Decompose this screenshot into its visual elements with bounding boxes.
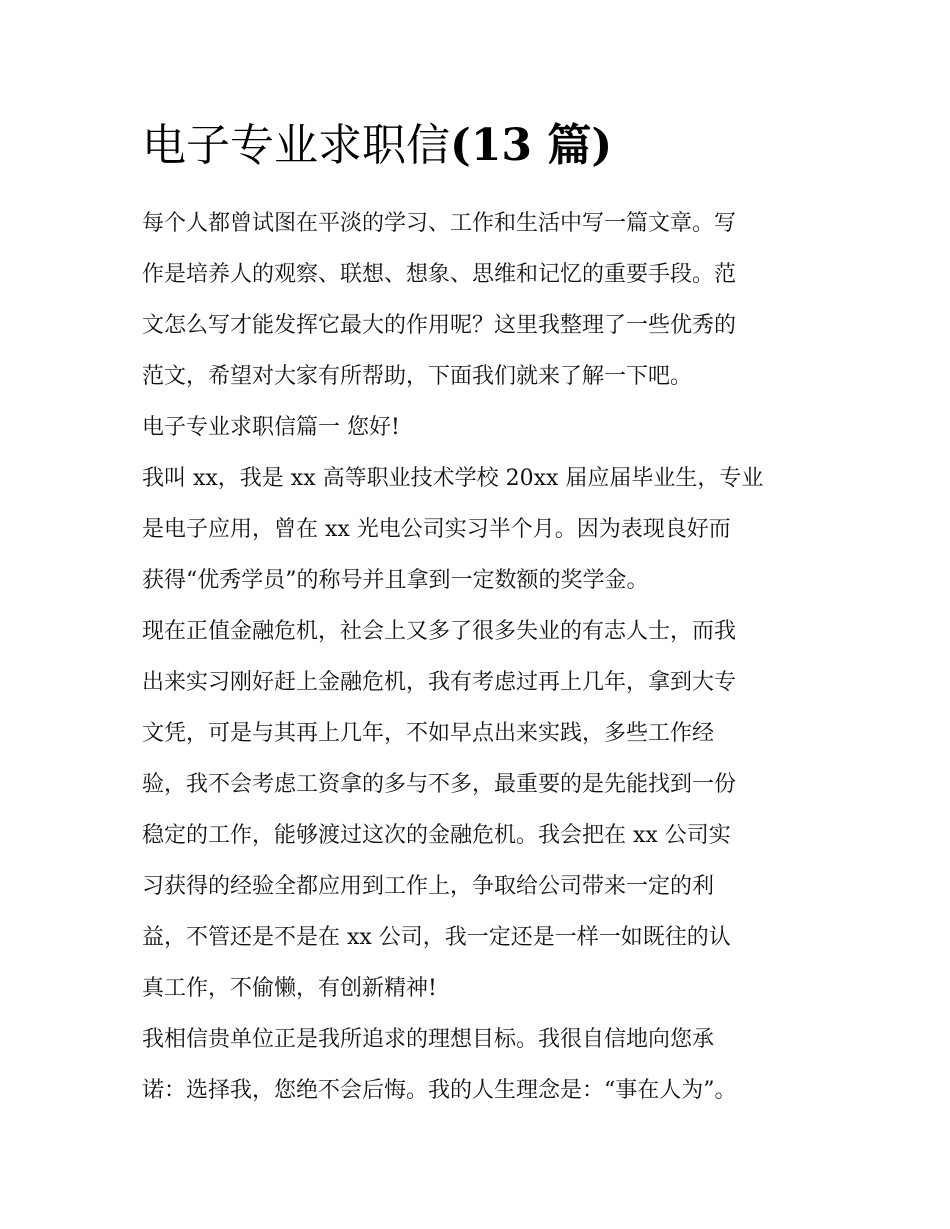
text-line: 文凭，可是与其再上几年，不如早点出来实践，多些工作经: [142, 721, 715, 746]
text-line: 益，不管还是不是在 xx 公司，我一定还是一样一如既往的认: [142, 925, 731, 950]
text-line: 我叫 xx，我是 xx 高等职业技术学校 20xx 届应届毕业生，专业: [142, 466, 764, 491]
document-body: [142, 198, 822, 1116]
text-line: 范文，希望对大家有所帮助，下面我们就来了解一下吧。: [142, 364, 693, 389]
document-title: [142, 116, 612, 176]
text-line: 文怎么写才能发挥它最大的作用呢？这里我整理了一些优秀的: [142, 313, 737, 338]
text-line: 真工作，不偷懒，有创新精神!: [142, 976, 437, 1001]
title-main: 电子专业求职信: [142, 120, 450, 171]
text-line: 出来实习刚好赶上金融危机，我有考虑过再上几年，拿到大专: [142, 670, 737, 695]
text-line: 每个人都曾试图在平淡的学习、工作和生活中写一篇文章。写: [142, 211, 737, 236]
text-line: 验，我不会考虑工资拿的多与不多，最重要的是先能找到一份: [142, 772, 737, 797]
text-line: 习获得的经验全都应用到工作上，争取给公司带来一定的利: [142, 874, 715, 899]
text-line: 我相信贵单位正是我所追求的理想目标。我很自信地向您承: [142, 1027, 715, 1052]
title-suffix: (13 篇): [450, 120, 613, 171]
text-line: 稳定的工作，能够渡过这次的金融危机。我会把在 xx 公司实: [142, 823, 731, 848]
text-line: 作是培养人的观察、联想、想象、思维和记忆的重要手段。范: [142, 262, 737, 287]
text-line: 现在正值金融危机，社会上又多了很多失业的有志人士，而我: [142, 619, 737, 644]
text-line: 是电子应用，曾在 xx 光电公司实习半个月。因为表现良好而: [142, 517, 731, 542]
text-line: 获得“优秀学员”的称号并且拿到一定数额的奖学金。: [142, 568, 649, 593]
text-line: 诺：选择我，您绝不会后悔。我的人生理念是：“事在人为”。: [142, 1078, 737, 1103]
section-heading: 电子专业求职信篇一 您好!: [142, 415, 400, 440]
